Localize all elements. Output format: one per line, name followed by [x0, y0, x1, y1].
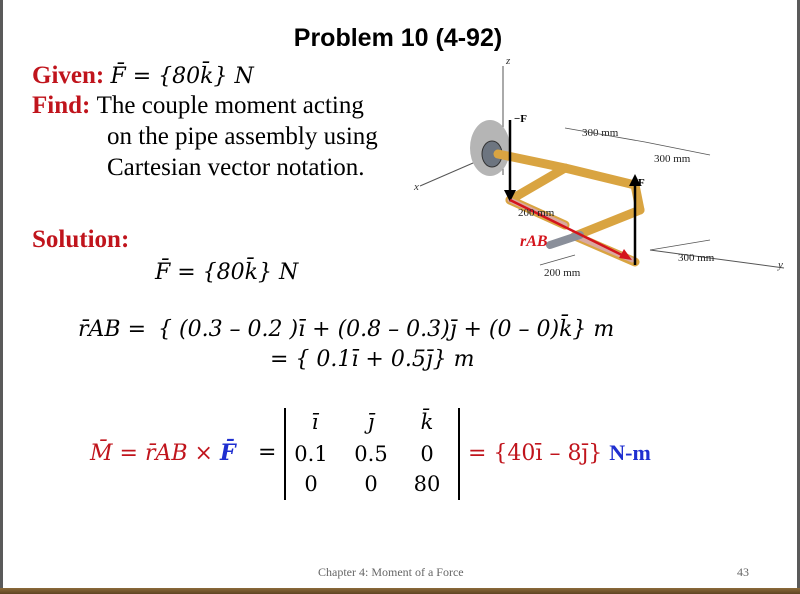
matrix-cell-r-x: 0.1: [294, 442, 328, 466]
slide-left-border: [0, 0, 3, 594]
matrix-cell-r-z: 0: [420, 442, 434, 466]
y-axis: [650, 250, 784, 268]
footer-page-number: 43: [737, 565, 749, 579]
pipe-end-cap: [550, 235, 580, 245]
x-axis-label: x: [414, 181, 419, 193]
matrix-cell-f-y: 0: [364, 472, 378, 496]
moment-unit: N-m: [609, 440, 651, 465]
dimension-300mm-right: 300 mm: [654, 153, 691, 165]
dimension-200mm-middle: 200 mm: [518, 207, 555, 219]
moment-result: = {40ī – 8j̄}: [468, 441, 603, 466]
matrix-cell-i: ī: [311, 410, 319, 434]
determinant-equals: =: [258, 440, 277, 465]
moment-equation-lhs: [90, 440, 236, 466]
moment-symbol: M̄: [90, 441, 113, 466]
dimension-lines: [540, 128, 710, 265]
f-label: F: [638, 177, 645, 189]
dimension-300mm-top: 300 mm: [582, 127, 619, 139]
slide-bottom-border: [0, 588, 800, 594]
y-axis-label: y: [778, 259, 783, 271]
dimension-200mm-bottom: 200 mm: [544, 267, 581, 279]
find-text-line-3: Cartesian vector notation.: [107, 154, 365, 181]
force-symbol: F̄: [219, 440, 236, 466]
neg-f-label: −F: [514, 113, 527, 125]
moment-result-line: [468, 440, 651, 466]
find-line: Find: The couple moment acting: [32, 92, 364, 119]
find-text-line-2: on the pipe assembly using: [107, 123, 378, 150]
given-line: Given: F̄ = {80k̄} N: [32, 62, 254, 89]
matrix-cell-k: k̄: [420, 410, 434, 434]
given-label: Given: [32, 62, 96, 89]
matrix-cell-f-z: 80: [413, 472, 441, 496]
determinant-matrix: [284, 408, 460, 500]
slide-title: Problem 10 (4-92): [293, 24, 503, 52]
moment-cross-product: = r̄AB ×: [112, 441, 220, 466]
rab-label: rAB: [520, 233, 548, 250]
matrix-cell-f-x: 0: [304, 472, 318, 496]
matrix-cell-j: j̄: [367, 410, 375, 434]
matrix-cell-r-y: 0.5: [354, 442, 388, 466]
pipe-assembly-figure: [410, 50, 790, 290]
rab-equation-lhs: r̄AB =: [78, 317, 146, 342]
find-text-line-1: The couple moment acting: [96, 92, 364, 119]
rab-equation-line-2: = { 0.1ī + 0.5j̄} m: [270, 347, 475, 372]
solution-line: Solution:: [32, 226, 130, 253]
given-expression: F̄ = {80k̄} N: [110, 64, 254, 89]
find-label: Find: [32, 92, 83, 119]
force-equation: F̄ = {80k̄} N: [155, 260, 299, 285]
rab-equation-line-1: { (0.3 – 0.2 )ī + (0.8 – 0.3)j̄ + (0 – 0)k̄} m: [158, 317, 615, 342]
footer-chapter: Chapter 4: Moment of a Force: [318, 565, 464, 579]
dimension-300mm-bottom: 300 mm: [678, 252, 715, 264]
z-axis-label: z: [506, 55, 511, 67]
solution-label: Solution: [32, 226, 121, 253]
